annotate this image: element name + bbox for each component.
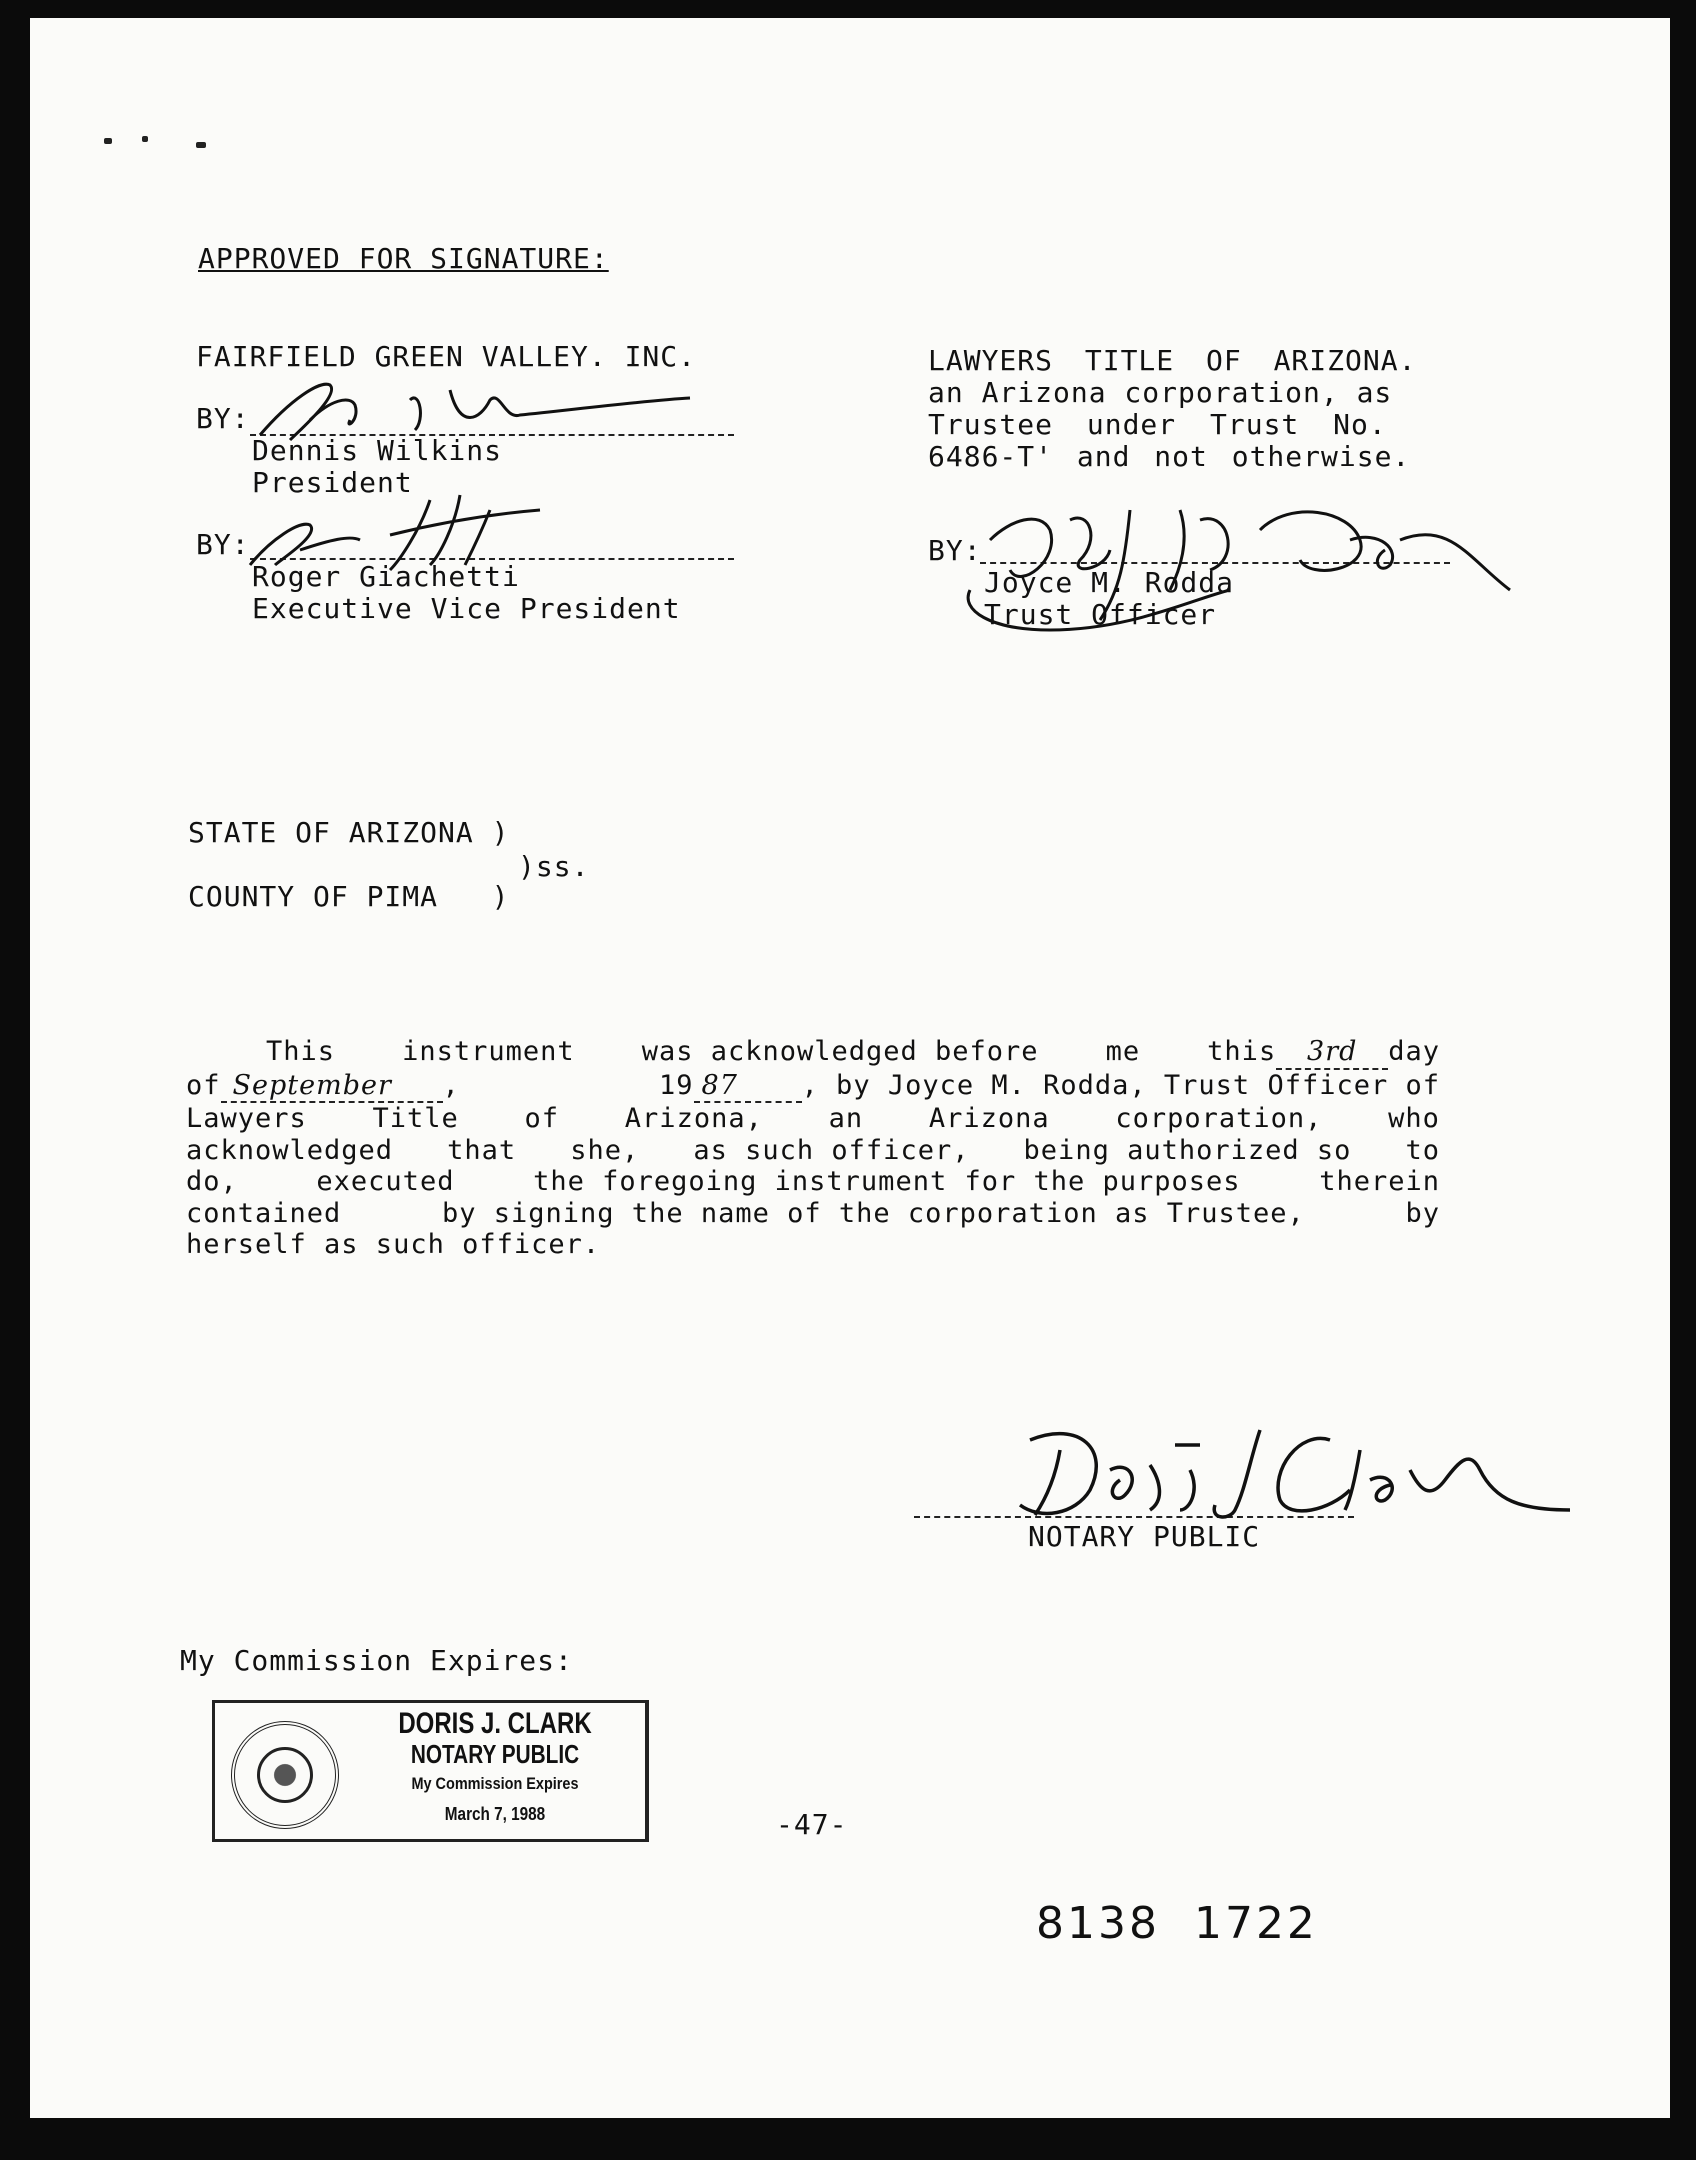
- ack-word: was acknowledged before: [641, 1036, 1039, 1067]
- ack-word: herself as such officer.: [186, 1229, 601, 1260]
- ack-word: of: [186, 1069, 221, 1101]
- signer2-name: Roger Giachetti: [252, 560, 520, 593]
- right-line-2: an Arizona corporation, as: [928, 376, 1393, 409]
- ack-word: day: [1388, 1036, 1440, 1067]
- ack-word: Title: [372, 1103, 459, 1134]
- ack-word: me: [1105, 1036, 1141, 1067]
- ack-word: Arizona: [928, 1103, 1050, 1134]
- ack-word: contained: [186, 1197, 342, 1229]
- notary-stamp: [212, 1700, 649, 1842]
- venue-state: STATE OF ARIZONA ): [188, 816, 510, 849]
- notary-seal-icon: [231, 1721, 339, 1829]
- ack-word: she,: [570, 1134, 640, 1166]
- left-by-label-1: BY:: [196, 402, 250, 435]
- ack-word: corporation,: [1115, 1103, 1323, 1134]
- signer2-title: Executive Vice President: [252, 592, 681, 625]
- ack-word: therein: [1319, 1166, 1440, 1197]
- right-signer-name: Joyce M. Rodda: [984, 566, 1235, 599]
- ack-word: who: [1388, 1103, 1440, 1134]
- ack-line-2: of September , 19 87 , by Joyce M. Rodda, Trust Officer of: [186, 1070, 1440, 1104]
- right-line-1: LAWYERS TITLE OF ARIZONA.: [928, 344, 1417, 377]
- day-blank: [1276, 1036, 1388, 1070]
- right-by-label: BY:: [928, 534, 982, 567]
- acknowledgment-paragraph: [186, 1036, 1440, 1261]
- ack-line-4: [186, 1135, 1440, 1167]
- ack-line-7: [186, 1229, 1440, 1261]
- record-number: 8138 1722: [1036, 1898, 1318, 1949]
- ack-word: executed: [316, 1166, 455, 1197]
- stamp-name: DORIS J. CLARK: [398, 1707, 592, 1740]
- notary-public-label: NOTARY PUBLIC: [1028, 1520, 1261, 1553]
- stamp-expires-date: March 7, 1988: [444, 1804, 546, 1824]
- month-filled: September: [232, 1069, 392, 1101]
- commission-expires-label: My Commission Expires:: [180, 1644, 573, 1677]
- stamp-expires-label: My Commission Expires: [411, 1774, 579, 1793]
- ack-word: of: [524, 1103, 560, 1134]
- ack-word: that: [447, 1134, 517, 1166]
- ack-word: acknowledged: [186, 1134, 394, 1166]
- ack-word: instrument: [402, 1036, 575, 1067]
- ack-line-6: [186, 1198, 1440, 1230]
- ack-word: the foregoing instrument for the purposes: [533, 1166, 1241, 1197]
- page-number: -47-: [776, 1808, 848, 1841]
- ack-word: by signing the name of the corporation as Trustee,: [442, 1197, 1305, 1229]
- left-by-label-2: BY:: [196, 528, 250, 561]
- month-blank: [221, 1070, 443, 1104]
- ack-word: Lawyers: [186, 1103, 307, 1134]
- venue-ss: )ss.: [518, 850, 590, 883]
- ack-word: this: [1207, 1036, 1277, 1067]
- ack-word: to: [1405, 1134, 1440, 1166]
- ack-word: Arizona,: [624, 1103, 763, 1134]
- ack-line-1: [186, 1036, 1440, 1070]
- ack-word: as such officer,: [693, 1134, 970, 1166]
- left-company-name: FAIRFIELD GREEN VALLEY. INC.: [196, 340, 697, 373]
- ack-word: 19: [659, 1069, 694, 1101]
- seal-emblem: [257, 1747, 313, 1803]
- venue-county: COUNTY OF PIMA ): [188, 880, 510, 913]
- ack-word: an: [828, 1103, 864, 1134]
- day-filled: 3rd: [1307, 1036, 1358, 1067]
- signer1-title: President: [252, 466, 413, 499]
- stamp-title: NOTARY PUBLIC: [410, 1739, 580, 1769]
- scan-speck: [196, 142, 206, 148]
- year-blank: [694, 1070, 802, 1104]
- right-line-3: Trustee under Trust No.: [928, 408, 1387, 441]
- ack-word: This: [266, 1036, 336, 1067]
- ack-word: do,: [186, 1166, 238, 1197]
- right-line-4: 6486-T' and not otherwise.: [928, 440, 1411, 473]
- ack-word: , by Joyce M. Rodda, Trust Officer of: [801, 1069, 1440, 1101]
- ack-word: by: [1405, 1197, 1440, 1229]
- stamp-text-block: [355, 1709, 635, 1829]
- right-signer-title: Trust Officer: [984, 598, 1217, 631]
- scan-speck: [142, 136, 148, 142]
- year-filled: 87: [701, 1069, 738, 1101]
- ack-word: being authorized so: [1023, 1134, 1352, 1166]
- scan-speck: [104, 138, 112, 144]
- signer1-name: Dennis Wilkins: [252, 434, 503, 467]
- approved-heading: APPROVED FOR SIGNATURE:: [198, 242, 609, 275]
- ack-line-5: [186, 1166, 1440, 1198]
- ack-line-3: [186, 1103, 1440, 1135]
